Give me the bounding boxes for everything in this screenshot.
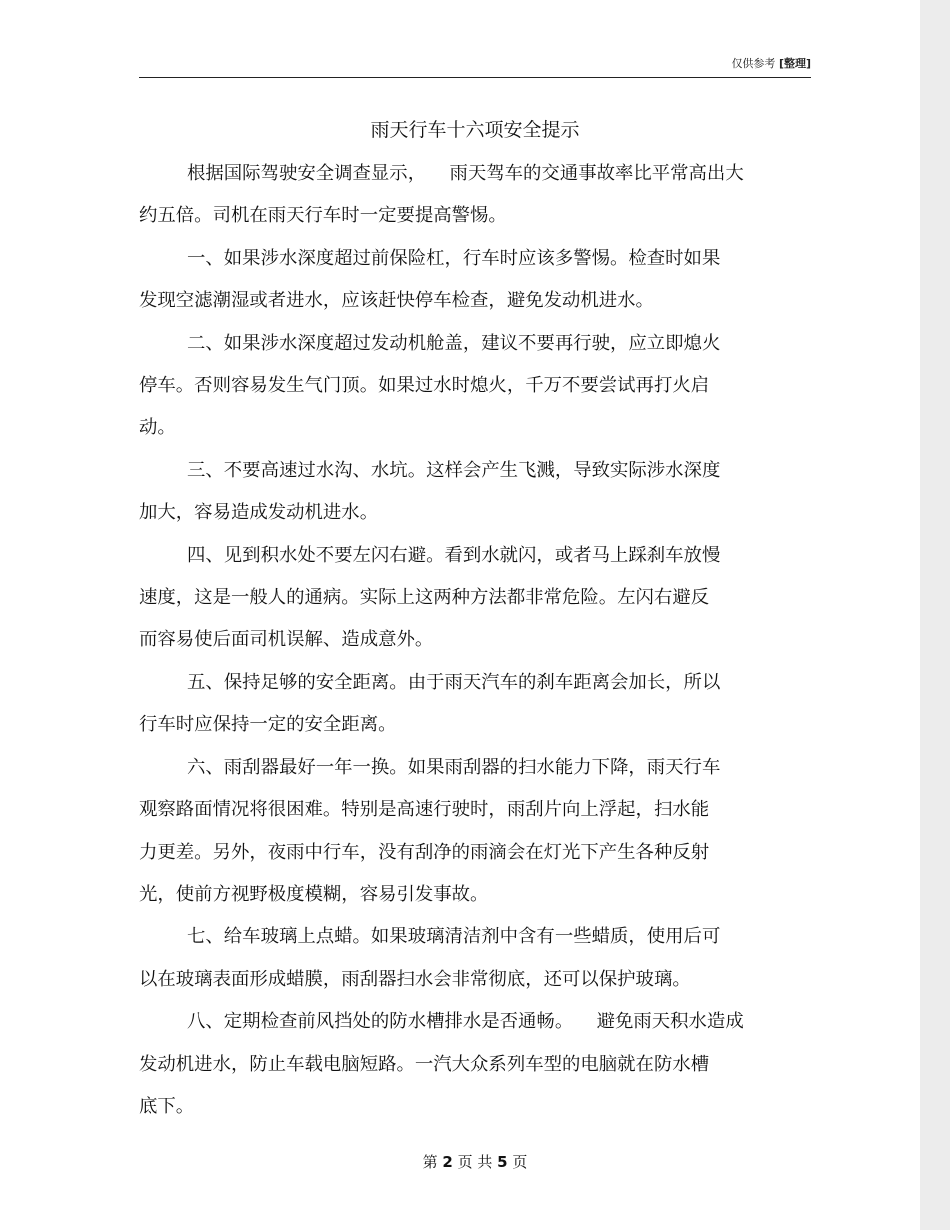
- page-margin: [920, 0, 950, 1230]
- paragraph-line: 速度，这是一般人的通病。实际上这两种方法都非常危险。左闪右避反: [139, 587, 710, 609]
- page-header: [139, 55, 811, 78]
- paragraph-line: 动。: [139, 417, 176, 439]
- paragraph-line: 观察路面情况将很困难。特别是高速行驶时，雨刮片向上浮起，扫水能: [139, 799, 710, 821]
- paragraph-line: 约五倍。司机在雨天行车时一定要提高警惕。: [139, 205, 507, 227]
- footer-total-pages: 5: [497, 1153, 508, 1171]
- paragraph-line: 行车时应保持一定的安全距离。: [139, 714, 397, 736]
- paragraph-line: 七、给车玻璃上点蜡。如果玻璃清洁剂中含有一些蜡质，使用后可: [187, 926, 721, 948]
- paragraph: [139, 662, 811, 747]
- paragraph-line: 停车。否则容易发生气门顶。如果过水时熄火，千万不要尝试再打火启: [139, 375, 710, 397]
- header-ref-text: 仅供参考: [731, 57, 776, 70]
- paragraph-line: 八、定期检查前风挡处的防水槽排水是否通畅。 避免雨天积水造成: [187, 1011, 744, 1033]
- paragraph-line: 以在玻璃表面形成蜡膜，雨刮器扫水会非常彻底，还可以保护玻璃。: [139, 968, 691, 990]
- header-bracket-text: [整理]: [778, 57, 811, 70]
- paragraph-line: 二、如果涉水深度超过发动机舱盖，建议不要再行驶，应立即熄火: [187, 332, 721, 354]
- footer-prefix: 第: [422, 1153, 438, 1171]
- paragraph-line: 光，使前方视野极度模糊，容易引发事故。: [139, 883, 489, 905]
- paragraph-line: 三、不要高速过水沟、水坑。这样会产生飞溅，导致实际涉水深度: [187, 459, 721, 481]
- footer-mid: 页 共: [457, 1153, 493, 1171]
- page-footer: [0, 1152, 950, 1172]
- paragraph: [139, 450, 811, 535]
- paragraph-line: 四、见到积水处不要左闪右避。看到水就闪，或者马上踩刹车放慢: [187, 544, 721, 566]
- paragraph-line: 一、如果涉水深度超过前保险杠，行车时应该多警惕。检查时如果: [187, 247, 721, 269]
- paragraph: [139, 916, 811, 1001]
- paragraph-line: 发现空滤潮湿或者进水，应该赶快停车检查，避免发动机进水。: [139, 290, 654, 312]
- document-body: [139, 153, 811, 1128]
- footer-suffix: 页: [512, 1153, 528, 1171]
- paragraph-line: 而容易使后面司机误解、造成意外。: [139, 629, 434, 651]
- paragraph-line: 底下。: [139, 1095, 195, 1117]
- footer-page-number: 2: [442, 1153, 453, 1171]
- document-title: 雨天行车十六项安全提示: [370, 119, 580, 141]
- paragraph-line: 五、保持足够的安全距离。由于雨天汽车的刹车距离会加长，所以: [187, 671, 721, 693]
- paragraph: [139, 153, 811, 238]
- paragraph: [139, 535, 811, 662]
- paragraph: [139, 238, 811, 323]
- paragraph-line: 根据国际驾驶安全调查显示， 雨天驾车的交通事故率比平常高出大: [187, 163, 744, 184]
- paragraph: [139, 1001, 811, 1128]
- paragraph-line: 力更差。另外，夜雨中行车，没有刮净的雨滴会在灯光下产生各种反射: [139, 841, 710, 863]
- paragraph: [139, 747, 811, 917]
- paragraph-line: 六、雨刮器最好一年一换。如果雨刮器的扫水能力下降，雨天行车: [187, 756, 721, 778]
- paragraph: [139, 323, 811, 450]
- paragraph-line: 发动机进水，防止车载电脑短路。一汽大众系列车型的电脑就在防水槽: [139, 1053, 710, 1075]
- paragraph-line: 加大，容易造成发动机进水。: [139, 502, 379, 524]
